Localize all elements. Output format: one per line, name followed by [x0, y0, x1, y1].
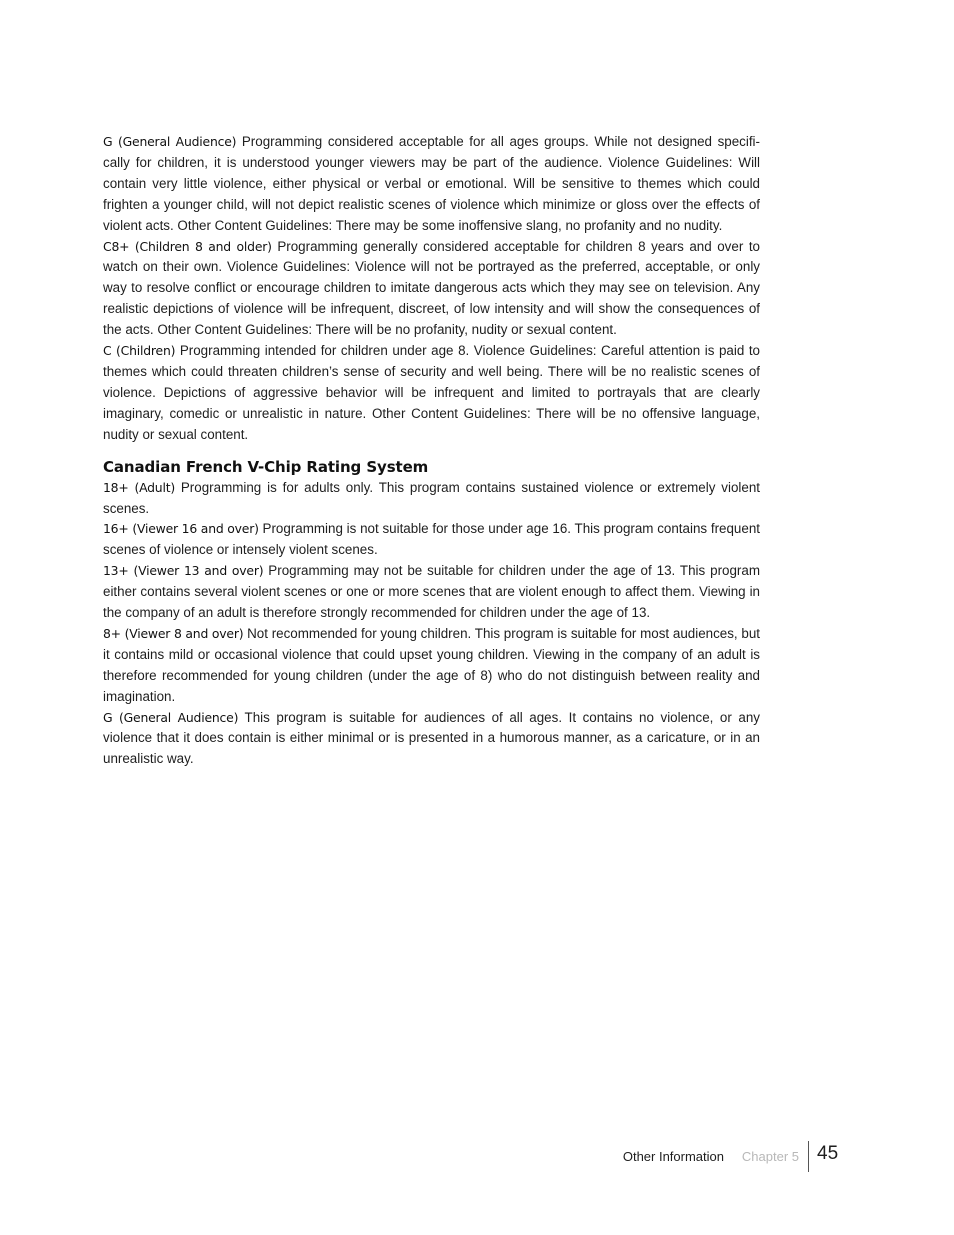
- rating-description: Programming intended for children under age 8. Violence Guidelines: Careful attention is paid to themes which could threaten children’s sense of security and well being. There will be no realistic scenes of violence. Depictions of aggressive behavior will be infrequent and limited to portrayals that are clearly imaginary, comedic or unrealistic in nature. Other Content Guidelines: There will be no offensive language, nudity or sexual content.: [103, 343, 760, 442]
- rating-description: Programming generally considered acceptable for children 8 years and over to watch on their own. Violence Guidelines: Violence will not be portrayed as the preferred, acceptable, or only way to resolve conflict or encourage children to imitate dangerous acts which they may see on television. Any realistic depictions of violence will be infrequent, discreet, of low intensity and will show the consequences of the acts. Other Content Guidelines: There will be no profanity, nudity or sexual content.: [103, 238, 760, 338]
- rating-entry-c8-plus: [103, 237, 760, 342]
- rating-entry-c-children: [103, 341, 760, 446]
- rating-term: 16+ (Viewer 16 and over): [103, 521, 259, 537]
- rating-description: Programming may not be suitable for children under the age of 13. This program either contains several violent scenes or one or more scenes that are violent enough to affect them. Viewing in the company of an adult is therefore strongly recommended for children under the age of 13.: [103, 563, 760, 621]
- rating-description: Programming is not suitable for those under age 16. This program contains frequent scenes of violence or intensely violent scenes.: [103, 521, 760, 558]
- footer-chapter-label: Chapter 5: [741, 1149, 799, 1164]
- rating-term: G (General Audience): [103, 134, 237, 149]
- section-heading: Canadian French V-Chip Rating System: [103, 457, 429, 476]
- rating-term: C8+ (Children 8 and older): [103, 238, 272, 254]
- page-content: [103, 132, 760, 770]
- footer-section-title: Other Information: [622, 1149, 724, 1164]
- rating-description: Not recommended for young children. This program is suitable for most audiences, but it contains mild or occasional violence that could upset young children. Viewing in the company of an adult is therefore recommended for young children (under the age of 8) who do not distinguish between reality and imagination.: [103, 625, 761, 704]
- rating-entry-8-plus: [103, 624, 760, 708]
- rating-entry-g-general-audience-french: [103, 708, 760, 771]
- page-number: 45: [817, 1143, 839, 1164]
- rating-entry-g-general-audience: [103, 132, 760, 237]
- rating-entry-18-plus: [103, 478, 760, 520]
- rating-entry-13-plus: [103, 561, 760, 624]
- rating-term: 13+ (Viewer 13 and over): [103, 563, 264, 579]
- rating-entry-16-plus: [103, 519, 760, 561]
- rating-term: 18+ (Adult): [103, 479, 175, 495]
- rating-term: 8+ (Viewer 8 and over): [103, 625, 244, 641]
- rating-description: Programming considered acceptable for all ages groups. While not designed specifi-cally for children, it is understood younger viewers may be part of the audience. Violence Guidelines: Will contain very little violence, either physical or verbal or emotional. Will be sensitive to themes which could frighten a younger child, will not depict realistic scenes of violence which minimize or gloss over the effects of violent acts. Other Content Guidelines: There may be some inoffensive slang, no profanity and no nudity.: [103, 134, 760, 233]
- footer-divider: [808, 1141, 809, 1172]
- rating-term: G (General Audience): [103, 709, 239, 725]
- rating-term: C (Children): [103, 343, 176, 359]
- page-footer: [0, 1141, 954, 1173]
- rating-description: Programming is for adults only. This program contains sustained violence or extremely violent scenes.: [103, 479, 760, 516]
- rating-description: This program is suitable for audiences of all ages. It contains no violence, or any violence that it does contain is either minimal or is presented in a humorous manner, as a caricature, or in an unrealistic way.: [103, 709, 760, 767]
